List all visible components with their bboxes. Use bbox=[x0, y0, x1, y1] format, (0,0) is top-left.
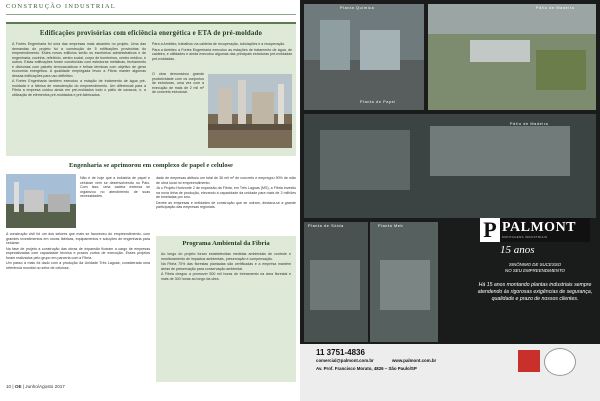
email-link[interactable]: comercial@palmont.com.br bbox=[316, 358, 374, 363]
paragraph: A Fortes Engenharia foi uma das empresas mais atuantes no projeto. Uma das demandas do projeto foi a construção de 5 edificações provisórias do empreendimento. Estes novos edifícios serão os escritórios administrativos e de engenharia, cozinha, refeitório, centro social, corpo de bombeiros, centro médico, e outros. Estas edificações foram construídas com estruturas metálicas, fechamento e divisórias com painéis termoacústicos e telhas térmicas com objetivo de gerar economia energética. A qualidade empregada levou a Fibria manter algumas dessas edificações para uso definitivo. bbox=[12, 42, 146, 78]
article-edificacoes bbox=[6, 22, 296, 156]
paragraph: O obra demonstrou grande produtividade com os conjuntos de estruturas, uma vez com a execução de mais de 2 mil m³ de concreto estrutural. bbox=[152, 72, 204, 94]
paragraph: A Fibria chegou a promover 500 mil horas de treinamento na área florestal e mais de 300 horas ao longo da obra. bbox=[161, 272, 291, 281]
address: Av. Prof. Francisco Morato, 4826 – São Paulo/SP bbox=[316, 366, 417, 371]
page-footer: 10 | OE | Junho/Agosto 2017 bbox=[6, 384, 65, 389]
paragraph: Para a Ambitec a Fortes Engenharia executou as estações de tratamento de água, de caldeira, e utilidades e ainda executou algumas das principais estruturas pré-moldadas pré-moldadas. bbox=[152, 47, 292, 61]
paragraph: Dentre as empresas e entidades de construção que se uniram, destaca-se a grande participação das empresas regionais. bbox=[156, 200, 296, 209]
contact-bar bbox=[300, 344, 600, 401]
photo-label: Planta Química bbox=[340, 6, 375, 10]
article-engenharia-col1a bbox=[80, 176, 150, 230]
anniversary: 15 anos bbox=[500, 244, 535, 256]
photo-label: Planta de Sóida bbox=[308, 224, 344, 228]
header-rule bbox=[6, 14, 296, 15]
fibria-program-text bbox=[161, 252, 291, 378]
mill-photo bbox=[6, 174, 76, 228]
certification-badge-icon bbox=[518, 350, 540, 372]
phone-number: 11 3751-4836 bbox=[316, 348, 365, 357]
magazine-logo: OE bbox=[14, 384, 22, 389]
paragraph: Para a Ambitec, trabalhou na caldeira de recuperação, tubulações e a recuperação. bbox=[152, 42, 286, 46]
article-engenharia-title: Engenharia se aprimorou em complexo de papel e celulose bbox=[69, 162, 233, 169]
company-description: Há 15 anos montando plantas industriais sempre atendendo às rigorosas exigências de segurança, qualidade e prazo de nossos clientes. bbox=[477, 282, 593, 302]
article-edificacoes-col1 bbox=[12, 42, 146, 152]
construction-photo bbox=[208, 74, 292, 148]
fibria-program-title: Programa Ambiental da Fibria bbox=[182, 240, 270, 247]
article-engenharia bbox=[6, 160, 296, 392]
paragraph: Ao longo do projeto foram estabelecidas medidas ambientais de controle e monitoramento de impactos ambientais, preservação e compensação. bbox=[161, 252, 291, 261]
issue-date: Junho/Agosto 2017 bbox=[25, 384, 65, 389]
bureau-veritas-seal-icon bbox=[544, 348, 576, 376]
brand-panel bbox=[440, 218, 600, 338]
photo-label: Planta de Papel bbox=[360, 100, 396, 104]
website-link[interactable]: www.palmont.com.br bbox=[392, 358, 437, 363]
photo-label: Planta Meb bbox=[378, 224, 404, 228]
paragraph: Não é de hoje que a indústria de papel e celulose vem se desenvolvendo no País. Com isso, uma cadeia extensa se organizou no atendimento de suas necessidades. bbox=[80, 176, 150, 198]
slogan-line: SINÔNIMO DE SUCESSO bbox=[508, 262, 562, 267]
paragraph: Na Fibria 70% das florestas plantadas são certificadas e a empresa mantém áreas de preservação para conservação ambiental. bbox=[161, 262, 291, 271]
article-edificacoes-title: Edificações provisórias com eficiência energética e ETA de pré-moldado bbox=[39, 30, 263, 37]
article-edificacoes-col2 bbox=[152, 42, 292, 70]
paragraph: A Fortes Engenharia também executou a estação de tratamento de água pré-moldada e a fábrica de manutenção do empreendimento. Um diferencial para a Fibria a empresa cuidou ainda em pré-moldados todo o pátio de cavacos, e, a utilização de elementos pré-moldados e pré-fabricados. bbox=[12, 79, 146, 97]
mill-photo-image bbox=[6, 174, 76, 228]
paragraph: A construção civil foi um dos setores que mais se favoreceu do empreendimento, com grandes investimentos em novas fábricas, equipamentos e soluções de engenharia para celulose. bbox=[6, 232, 150, 245]
slogan bbox=[470, 262, 600, 273]
palmont-p-icon: P bbox=[480, 218, 500, 242]
paragraph: Um passo a mais foi dado com a produção da Unidade Três Lagoas, considerada uma referência mundial no setor de celulose. bbox=[6, 261, 150, 270]
photo-label: Pátio de Madeira bbox=[510, 122, 549, 126]
palmont-logo bbox=[480, 218, 590, 242]
paragraph: dade de empresas atribuiu um total de 36 mil m³ de concreto e empregou 90% de mão de obra local no empreendimento. bbox=[156, 176, 296, 185]
palmont-ad-page bbox=[300, 0, 600, 401]
slogan-line: NO SEU EMPREENDIMENTO bbox=[505, 267, 565, 273]
section-header: CONSTRUÇÃO INDUSTRIAL bbox=[6, 3, 116, 10]
brand-name: PALMONT bbox=[502, 220, 577, 235]
fibria-program-box bbox=[156, 236, 296, 382]
article-edificacoes-col3 bbox=[152, 72, 204, 152]
construction-photo-image bbox=[208, 74, 292, 148]
paragraph: Já o Projeto Horizonte 2 de expansão da Fibria, em Três Lagoas (MS), a Fibria investiu na nova linha de produção, elevando a capacidade da unidade para mais de 3 milhões de toneladas por ano. bbox=[156, 186, 296, 199]
article-engenharia-col2 bbox=[156, 176, 296, 232]
article-engenharia-col1b bbox=[6, 232, 150, 384]
paragraph: Na fase de projeto a construção das obras de expansão ficaram a cargo de empresas especializadas com capacidade técnica e prazos curtos de execução. Esses projetos foram realizados pelo grupo em parceria com a Fibria. bbox=[6, 246, 150, 260]
photo-label: Pátio de Madeira bbox=[536, 6, 575, 10]
brand-subtitle: MONTAGENS INDUSTRIAIS bbox=[502, 235, 548, 239]
page-number: 10 bbox=[6, 384, 12, 389]
